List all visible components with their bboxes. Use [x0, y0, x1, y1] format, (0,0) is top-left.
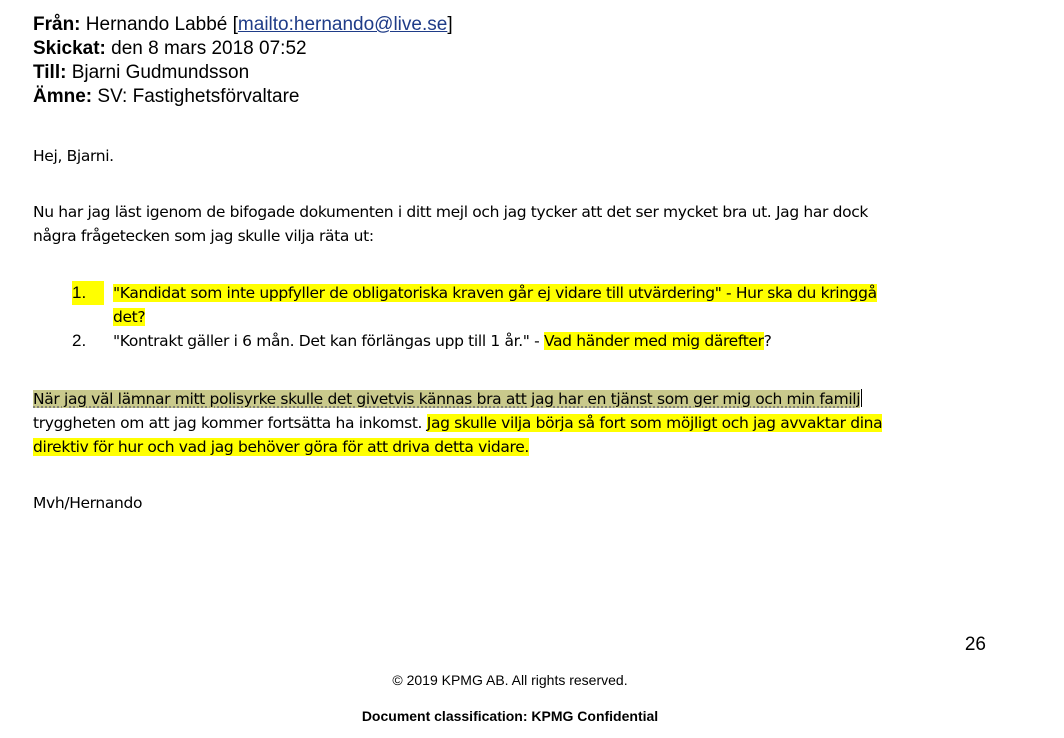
paragraph-main	[33, 387, 882, 459]
list-item-1-line-2: det?	[113, 308, 146, 326]
to-row	[33, 61, 453, 85]
paragraph-intro-line-2: några frågetecken som jag skulle vilja räta ut:	[33, 227, 374, 245]
email-header	[33, 13, 453, 109]
signoff: Mvh/Hernando	[33, 494, 143, 512]
list-item	[72, 281, 877, 329]
list-number: 1.	[72, 281, 104, 305]
paragraph-intro	[33, 200, 868, 248]
list-number: 2.	[72, 331, 87, 350]
paragraph-main-line-2-highlight: Jag skulle vilja börja så fort som möjligt och jag avvaktar dina	[426, 414, 883, 432]
greeting: Hej, Bjarni.	[33, 147, 114, 165]
sender-email-link[interactable]: mailto:hernando@live.se	[237, 14, 448, 35]
from-name: Hernando Labbé	[85, 14, 228, 35]
footer-copyright: © 2019 KPMG AB. All rights reserved.	[392, 672, 628, 688]
paragraph-intro-line-1: Nu har jag läst igenom de bifogade dokumenten i ditt mejl och jag tycker att det ser mycket bra ut. Jag har dock	[33, 203, 869, 221]
from-bracket-close: ]	[447, 14, 453, 35]
subject-row	[33, 85, 453, 109]
list-item-2-text: "Kontrakt gäller i 6 mån. Det kan förlängas upp till 1 år." -	[113, 332, 544, 350]
list-item	[72, 329, 877, 353]
paragraph-main-line-3-highlight: direktiv för hur och vad jag behöver göra för att driva detta vidare.	[33, 438, 529, 456]
subject-value: SV: Fastighetsförvaltare	[97, 86, 300, 107]
sent-row	[33, 37, 453, 61]
footer-classification: Document classification: KPMG Confidential	[361, 708, 659, 724]
from-row	[33, 13, 453, 37]
from-bracket-open: [	[232, 14, 238, 35]
to-value: Bjarni Gudmundsson	[71, 62, 250, 83]
questions-list	[72, 281, 877, 353]
page-number: 26	[964, 634, 986, 655]
to-label: Till:	[33, 62, 67, 83]
sent-label: Skickat:	[33, 38, 106, 59]
list-item-1-line-1: "Kandidat som inte uppfyller de obligatoriska kraven går ej vidare till utvärdering" - Hur ska du kringgå	[113, 284, 877, 302]
from-label: Från:	[33, 14, 81, 35]
paragraph-main-line-2-text: tryggheten om att jag kommer fortsätta ha inkomst.	[33, 414, 427, 432]
subject-label: Ämne:	[33, 86, 93, 107]
list-item-2-end: ?	[763, 332, 772, 350]
paragraph-main-line-1[interactable]: När jag väl lämnar mitt polisyrke skulle det givetvis kännas bra att jag har en tjänst som ger mig och min familj	[33, 390, 861, 408]
list-item-2-highlight: Vad händer med mig därefter	[543, 332, 764, 350]
text-cursor	[861, 389, 862, 407]
sent-value: den 8 mars 2018 07:52	[111, 38, 307, 59]
